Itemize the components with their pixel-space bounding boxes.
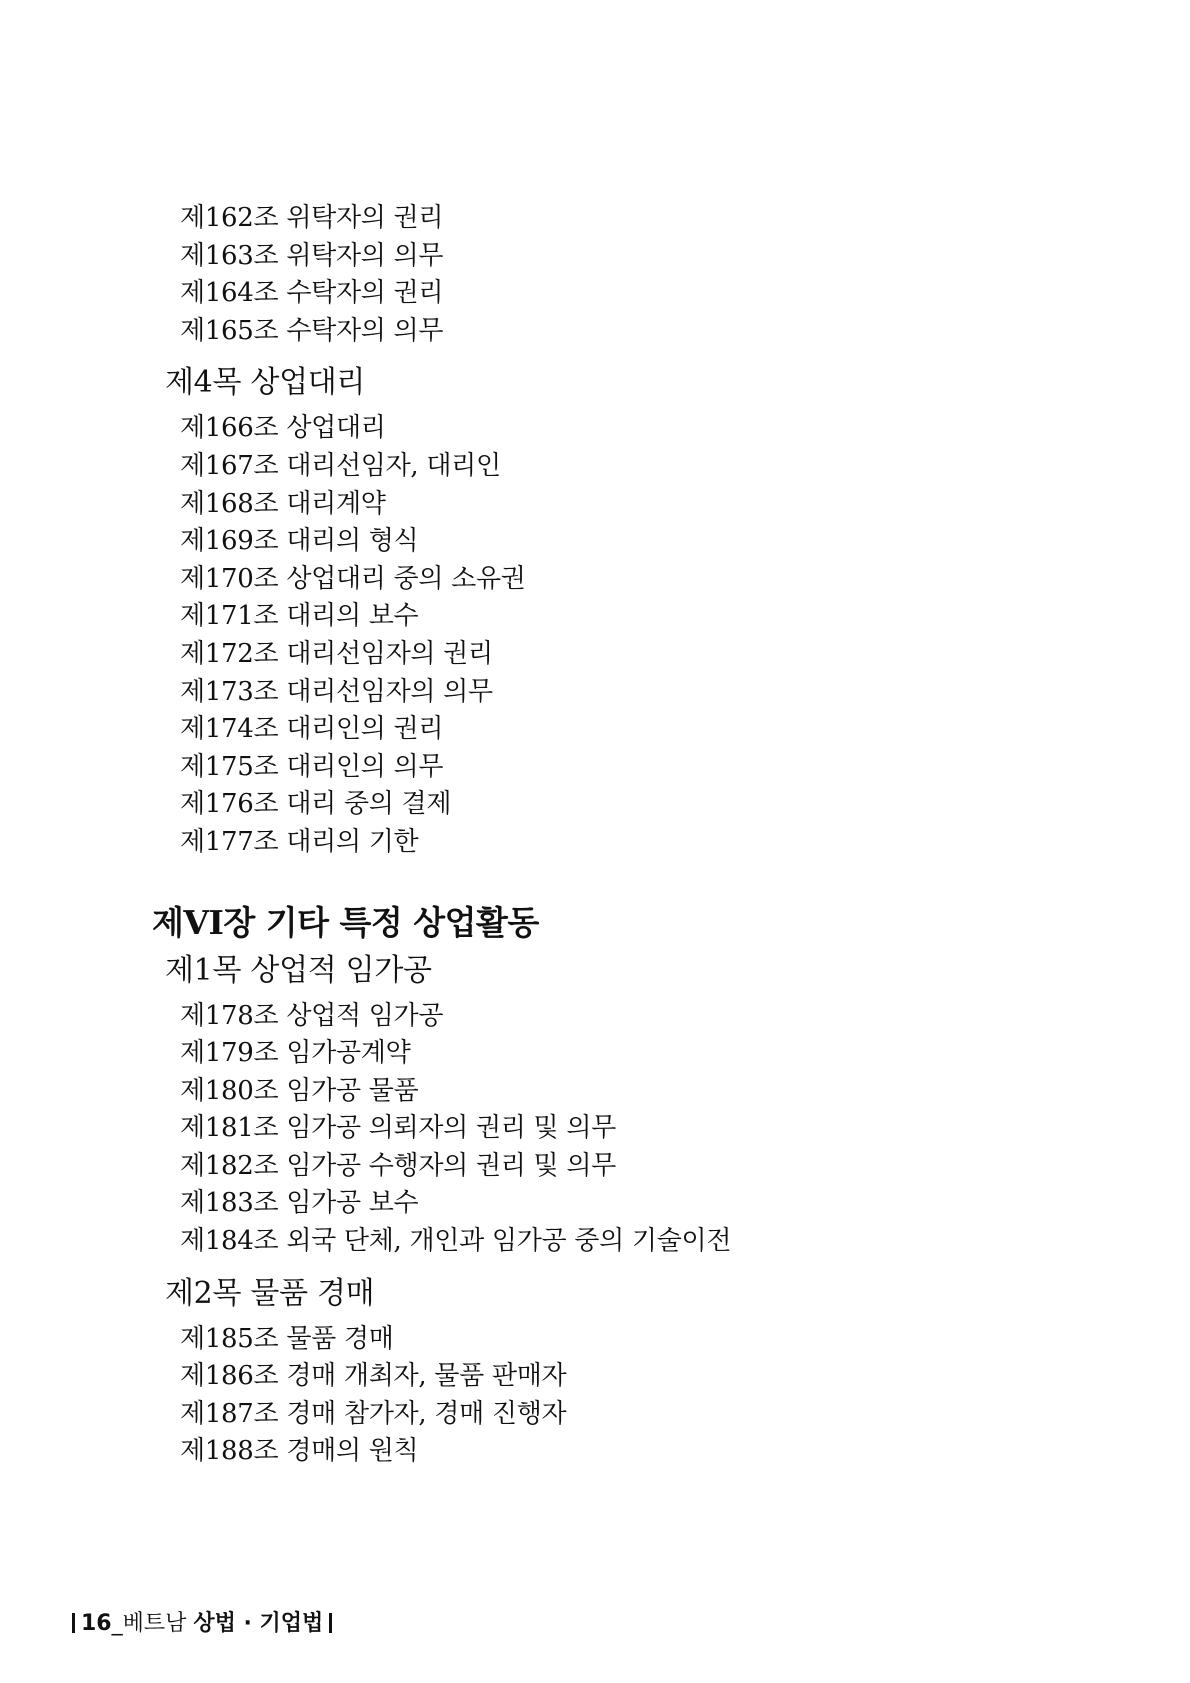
toc-article: 제186조 경매 개최자, 물품 판매자 [180,1361,567,1392]
toc-article: 제187조 경매 참가자, 경매 진행자 [180,1398,567,1429]
book-title-bold: 상법 · 기업법 [193,1611,324,1636]
toc-article: 제170조 상업대리 중의 소유권 [180,563,526,594]
toc-chapter-heading: 제VI장 기타 특정 상업활동 [152,902,539,942]
footer-right-bar [329,1613,332,1633]
toc-article: 제182조 임가공 수행자의 권리 및 의무 [180,1150,616,1181]
book-title-prefix: _베트남 [111,1611,194,1636]
toc-article: 제172조 대리선임자의 권리 [180,638,493,669]
book-title [112,1611,324,1636]
toc-section-heading: 제2목 물품 경매 [165,1275,375,1311]
toc-article: 제165조 수탁자의 의무 [180,315,444,346]
toc-article: 제181조 임가공 의뢰자의 권리 및 의무 [180,1113,616,1144]
toc-article: 제163조 위탁자의 의무 [180,240,444,271]
toc-section-heading: 제1목 상업적 임가공 [165,952,432,988]
toc-article: 제174조 대리인의 권리 [180,714,444,745]
toc-article: 제166조 상업대리 [180,413,386,444]
toc-article: 제185조 물품 경매 [180,1323,394,1354]
toc-article: 제178조 상업적 임가공 [180,1000,444,1031]
toc-article: 제184조 외국 단체, 개인과 임가공 중의 기술이전 [180,1226,732,1257]
toc-article: 제171조 대리의 보수 [180,601,419,632]
footer-left-bar [72,1613,75,1633]
toc-article: 제162조 위탁자의 권리 [180,203,444,233]
toc-article: 제183조 임가공 보수 [180,1188,419,1219]
toc-article: 제167조 대리선임자, 대리인 [180,450,501,481]
page-footer [66,1610,338,1638]
toc-article: 제173조 대리선임자의 의무 [180,676,493,707]
toc-article: 제177조 대리의 기한 [180,826,419,857]
toc-article: 제188조 경매의 원칙 [180,1436,419,1467]
page-number: 16 [81,1611,112,1636]
toc-section-heading: 제4목 상업대리 [165,365,366,401]
toc-article: 제179조 임가공계약 [180,1038,411,1069]
toc-article: 제175조 대리인의 의무 [180,751,444,782]
toc-article: 제180조 임가공 물품 [180,1075,419,1106]
toc-article: 제164조 수탁자의 권리 [180,278,444,309]
toc-article: 제168조 대리계약 [180,488,386,519]
toc-article: 제176조 대리 중의 결제 [180,789,452,820]
toc-article: 제169조 대리의 형식 [180,526,419,557]
table-of-contents [0,200,1190,1471]
